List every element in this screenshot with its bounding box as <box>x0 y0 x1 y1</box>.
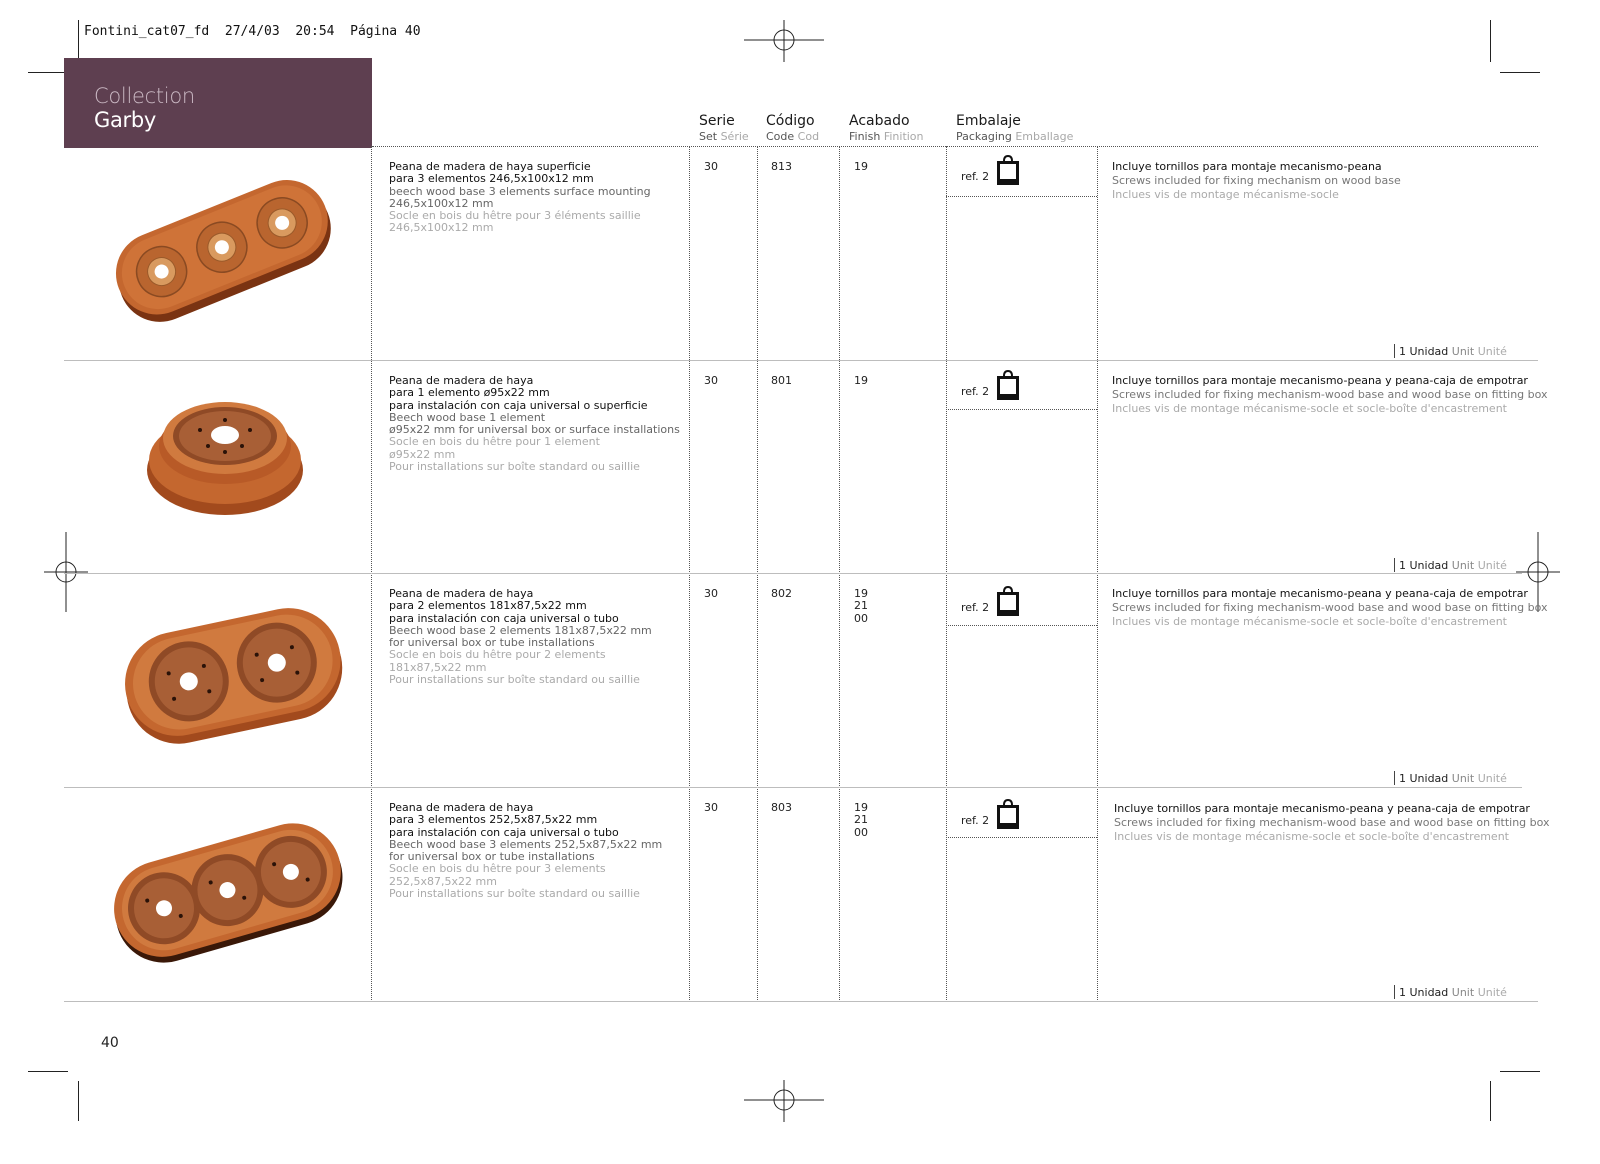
crop-mark <box>1500 1071 1540 1072</box>
note-fr: Inclues vis de montage mécanisme-socle et socle-boîte d'encastrement <box>1112 615 1507 628</box>
page-number: 40 <box>101 1035 119 1051</box>
header-serie-es: Serie <box>699 113 735 129</box>
row-note <box>1114 802 1550 844</box>
row-description <box>389 802 662 900</box>
codigo-value: 813 <box>771 160 792 173</box>
acabado-value: 00 <box>854 611 868 625</box>
desc-en-line: for universal box or tube installations <box>389 636 595 650</box>
acabado-values <box>854 375 868 387</box>
row-separator <box>64 573 1522 574</box>
unit-en: Unit <box>1451 986 1475 999</box>
unit-label <box>1399 345 1507 358</box>
acabado-values <box>854 802 868 839</box>
note-en: Screws included for fixing mechanism-wood base and wood base on fitting box <box>1112 388 1548 401</box>
desc-fr-line: Socle en bois du hêtre pour 3 éléments saillie <box>389 209 641 223</box>
header-serie-en: Set <box>699 130 718 143</box>
desc-fr-line: 252,5x87,5x22 mm <box>389 874 497 888</box>
packaging-rule <box>946 837 1097 838</box>
registration-mark-icon <box>744 1060 824 1140</box>
desc-es-line: para instalación con caja universal o tubo <box>389 825 619 839</box>
header-acabado <box>849 113 924 143</box>
packaging-rule <box>946 196 1097 197</box>
shopping-bag-icon <box>995 154 1021 186</box>
unit-es: 1 Unidad <box>1399 772 1449 785</box>
desc-fr-line: Socle en bois du hêtre pour 2 elements <box>389 648 606 662</box>
codigo-value: 803 <box>771 801 792 814</box>
acabado-values <box>854 588 868 625</box>
header-codigo-fr: Cod <box>797 130 820 143</box>
serie-value: 30 <box>704 801 718 814</box>
unit-divider <box>1394 985 1395 999</box>
column-rule <box>757 146 758 1002</box>
acabado-value: 21 <box>854 599 868 613</box>
slug-file: Fontini_cat07_fd <box>84 24 210 39</box>
unit-label <box>1399 772 1507 785</box>
header-serie-fr: Série <box>720 130 749 143</box>
note-es: Incluye tornillos para montaje mecanismo-peana y peana-caja de empotrar <box>1112 587 1528 600</box>
row-separator <box>64 1001 1538 1002</box>
three-element-oval-base-icon <box>108 170 338 330</box>
unit-label <box>1399 559 1507 572</box>
serie-value: 30 <box>704 374 718 387</box>
desc-fr-line: Socle en bois du hêtre pour 3 elements <box>389 862 606 876</box>
desc-fr-line: ø95x22 mm <box>389 447 456 461</box>
header-embalaje-en: Packaging <box>956 130 1012 143</box>
note-en: Screws included for fixing mechanism on wood base <box>1112 174 1401 187</box>
header-embalaje-es: Embalaje <box>956 113 1021 129</box>
shopping-bag-icon <box>995 798 1021 830</box>
packaging-rule <box>946 625 1097 626</box>
double-oval-base-icon <box>118 598 348 748</box>
collection-label: Collection <box>94 84 195 108</box>
crop-mark <box>1490 1081 1491 1121</box>
desc-fr-line: 181x87,5x22 mm <box>389 660 487 674</box>
header-codigo <box>766 113 819 143</box>
note-en: Screws included for fixing mechanism-wood base and wood base on fitting box <box>1112 601 1548 614</box>
slug-page: Página 40 <box>350 24 421 39</box>
unit-fr: Unité <box>1477 772 1507 785</box>
crop-mark <box>28 72 68 73</box>
note-fr: Inclues vis de montage mécanisme-socle et socle-boîte d'encastrement <box>1114 830 1509 843</box>
header-acabado-en: Finish <box>849 130 881 143</box>
desc-fr-line: Pour installations sur boîte standard ou saillie <box>389 887 640 901</box>
desc-es-line: Peana de madera de haya <box>389 801 534 814</box>
note-fr: Inclues vis de montage mécanisme-socle <box>1112 188 1339 201</box>
serie-value: 30 <box>704 587 718 600</box>
shopping-bag-icon <box>995 585 1021 617</box>
table-header-rule <box>372 146 1538 147</box>
desc-fr-line: 246,5x100x12 mm <box>389 221 494 235</box>
acabado-value: 19 <box>854 801 868 814</box>
packaging-ref: ref. 2 <box>961 385 990 398</box>
header-acabado-fr: Finition <box>883 130 924 143</box>
unit-label <box>1399 986 1507 999</box>
crop-mark <box>1490 20 1491 62</box>
registration-mark-icon <box>26 532 106 612</box>
desc-en-line: for universal box or tube installations <box>389 850 595 864</box>
row-separator <box>64 360 1538 361</box>
acabado-value: 19 <box>854 374 868 387</box>
column-rule <box>371 146 372 1002</box>
desc-fr-line: Pour installations sur boîte standard ou saillie <box>389 673 640 687</box>
packaging-ref: ref. 2 <box>961 601 990 614</box>
note-fr: Inclues vis de montage mécanisme-socle et socle-boîte d'encastrement <box>1112 402 1507 415</box>
registration-mark-icon <box>744 0 824 80</box>
row-description <box>389 375 680 473</box>
desc-en-line: Beech wood base 1 element <box>389 410 546 424</box>
crop-mark <box>1500 72 1540 73</box>
crop-mark <box>78 1081 79 1121</box>
unit-es: 1 Unidad <box>1399 559 1449 572</box>
acabado-value: 19 <box>854 160 868 173</box>
column-rule <box>839 146 840 1002</box>
desc-fr-line: Socle en bois du hêtre pour 1 element <box>389 435 600 449</box>
codigo-value: 802 <box>771 587 792 600</box>
note-es: Incluye tornillos para montaje mecanismo-peana <box>1112 160 1382 173</box>
slug-line <box>84 24 421 39</box>
row-note <box>1112 160 1401 202</box>
crop-mark <box>28 1071 68 1072</box>
unit-fr: Unité <box>1477 345 1507 358</box>
desc-en-line: ø95x22 mm for universal box or surface installations <box>389 423 680 437</box>
header-embalaje <box>956 113 1073 143</box>
unit-es: 1 Unidad <box>1399 345 1449 358</box>
shopping-bag-icon <box>995 369 1021 401</box>
note-es: Incluye tornillos para montaje mecanismo-peana y peana-caja de empotrar <box>1112 374 1528 387</box>
header-serie <box>699 113 749 143</box>
row-note <box>1112 587 1548 629</box>
desc-en-line: Beech wood base 3 elements 252,5x87,5x22 mm <box>389 837 663 851</box>
header-acabado-es: Acabado <box>849 113 910 129</box>
unit-divider <box>1394 344 1395 358</box>
triple-oval-base-icon <box>108 812 348 972</box>
slug-time: 20:54 <box>295 24 335 39</box>
row-description <box>389 588 652 686</box>
desc-es-line: para 3 elementos 246,5x100x12 mm <box>389 172 594 186</box>
packaging-ref: ref. 2 <box>961 814 990 827</box>
desc-en-line: beech wood base 3 elements surface mounting <box>389 184 651 198</box>
packaging-rule <box>946 409 1097 410</box>
desc-es-line: para 2 elementos 181x87,5x22 mm <box>389 599 587 613</box>
desc-es-line: Peana de madera de haya <box>389 587 534 600</box>
unit-fr: Unité <box>1477 986 1507 999</box>
acabado-value: 00 <box>854 825 868 839</box>
row-separator <box>64 787 1522 788</box>
column-rule <box>1097 146 1098 1002</box>
column-rule <box>689 146 690 1002</box>
desc-es-line: Peana de madera de haya <box>389 374 534 387</box>
unit-divider <box>1394 558 1395 572</box>
unit-en: Unit <box>1451 345 1475 358</box>
row-note <box>1112 374 1548 416</box>
desc-es-line: Peana de madera de haya superficie <box>389 160 591 173</box>
column-rule <box>946 146 947 1002</box>
header-codigo-en: Code <box>766 130 795 143</box>
unit-divider <box>1394 771 1395 785</box>
collection-name: Garby <box>94 108 157 132</box>
crop-mark <box>78 20 79 58</box>
desc-fr-line: Pour installations sur boîte standard ou saillie <box>389 460 640 474</box>
unit-en: Unit <box>1451 772 1475 785</box>
unit-es: 1 Unidad <box>1399 986 1449 999</box>
collection-title-block <box>64 58 372 148</box>
desc-es-line: para 3 elementos 252,5x87,5x22 mm <box>389 813 598 827</box>
desc-es-line: para instalación con caja universal o tubo <box>389 611 619 625</box>
round-single-base-icon <box>140 378 310 528</box>
slug-date: 27/4/03 <box>224 24 280 39</box>
header-codigo-es: Código <box>766 113 815 129</box>
desc-es-line: para 1 elemento ø95x22 mm <box>389 386 550 400</box>
serie-value: 30 <box>704 160 718 173</box>
header-embalaje-fr: Emballage <box>1015 130 1074 143</box>
desc-en-line: Beech wood base 2 elements 181x87,5x22 mm <box>389 623 652 637</box>
note-es: Incluye tornillos para montaje mecanismo-peana y peana-caja de empotrar <box>1114 802 1530 815</box>
packaging-ref: ref. 2 <box>961 170 990 183</box>
unit-fr: Unité <box>1477 559 1507 572</box>
desc-es-line: para instalación con caja universal o superficie <box>389 398 648 412</box>
codigo-value: 801 <box>771 374 792 387</box>
acabado-values <box>854 161 868 173</box>
acabado-value: 21 <box>854 813 868 827</box>
acabado-value: 19 <box>854 587 868 600</box>
note-en: Screws included for fixing mechanism-wood base and wood base on fitting box <box>1114 816 1550 829</box>
row-description <box>389 161 651 235</box>
desc-en-line: 246,5x100x12 mm <box>389 196 494 210</box>
unit-en: Unit <box>1451 559 1475 572</box>
